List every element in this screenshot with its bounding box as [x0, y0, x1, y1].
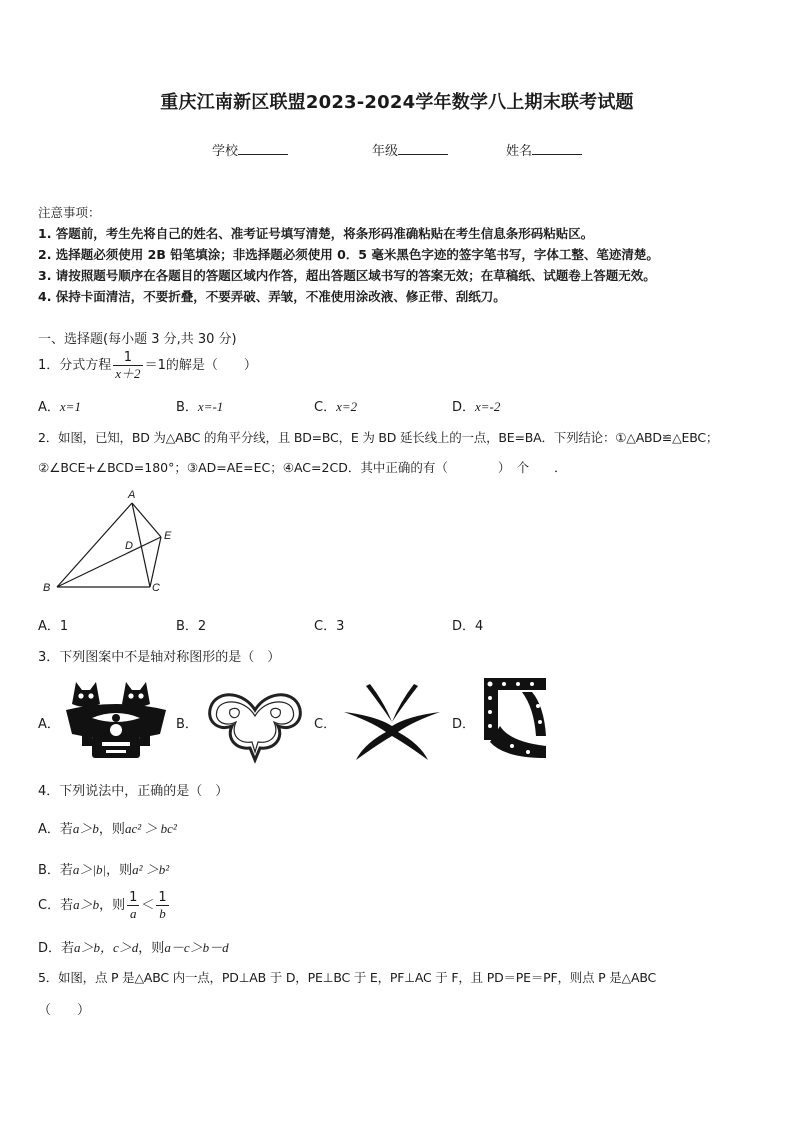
q4-d-condition: a＞b，c＞d [74, 940, 139, 955]
label-a: A [128, 489, 136, 501]
q1-option-d-label: D． [452, 400, 476, 415]
q1-option-a-label: A． [38, 400, 60, 415]
q2-option-c-value: 3 [336, 619, 345, 634]
school-blank[interactable] [238, 142, 288, 155]
q2-option-d-label: D． [452, 619, 476, 634]
q4-c-then: ，则 [99, 898, 126, 913]
q1-option-b[interactable] [176, 396, 223, 415]
q2-option-c-label: C． [314, 619, 337, 634]
q4-b-condition: a＞|b| [72, 862, 107, 877]
cat-totem-pattern-image [62, 674, 170, 760]
name-label: 姓名 [506, 144, 533, 159]
q4-b-label: B．若 [38, 863, 73, 878]
grade-blank[interactable] [398, 142, 448, 155]
q2-option-b-value: 2 [197, 619, 207, 634]
label-c: C [152, 582, 160, 594]
q3-text: 3．下列图案中不是轴对称图形的是（ ） [38, 650, 281, 665]
q1-option-c[interactable] [314, 396, 357, 415]
q1-suffix: ＝1的解是（ ） [144, 358, 257, 373]
q5-line-1: 5．如图，点 P 是△ABC 内一点，PD⊥AB 于 D，PE⊥BC 于 E，PF⊥AC 于 F，且 PD＝PE＝PF，则点 P 是△ABC [38, 970, 657, 985]
segment-be [57, 537, 161, 587]
q1-option-d-value: x=-2 [475, 399, 501, 414]
q4-c-numerator-2: 1 [158, 890, 167, 905]
question-1 [38, 350, 257, 381]
q1-option-b-value: x=-1 [197, 399, 224, 414]
q4-c-operator: ＜ [141, 898, 155, 913]
segment-ec [150, 537, 161, 587]
q1-option-c-label: C． [314, 400, 337, 415]
segment-ac [132, 503, 150, 587]
segment-ae [132, 503, 161, 537]
q4-a-label: A．若 [38, 822, 73, 837]
q5-line-2: （ ） [38, 1003, 91, 1018]
q4-c-fraction-2 [156, 890, 168, 921]
label-b: B [43, 582, 51, 594]
q2-option-a[interactable] [38, 615, 68, 634]
q4-d-then: ，则 [138, 941, 165, 956]
school-label: 学校 [212, 144, 239, 159]
q4-a-condition: a＞b [72, 821, 99, 836]
notice-item-1: 1. 答题前，考生先将自己的姓名、准考证号填写清楚，将条形码准确粘贴在考生信息条形码粘贴区。 [38, 226, 594, 241]
q4-d-label: D．若 [38, 941, 75, 956]
page-title: 重庆江南新区联盟2023-2024学年数学八上期末联考试题 [160, 92, 634, 113]
notice-item-2: 2. 选择题必须使用 2B 铅笔填涂；非选择题必须使用 0．5 毫米黑色字迹的签字笔书写，字体工整、笔迹清楚。 [38, 247, 659, 262]
grade-label: 年级 [372, 144, 399, 159]
q1-fraction [113, 350, 142, 381]
q1-option-d[interactable] [452, 396, 500, 415]
q4-option-d[interactable] [38, 937, 229, 956]
q2-option-b-label: B． [176, 619, 198, 634]
q2-line-2: ②∠BCE+∠BCD=180°；③AD=AE=EC；④AC=2CD．其中正确的有（ ） 个 ． [38, 460, 567, 475]
q2-triangle-figure [38, 487, 188, 597]
q2-option-c[interactable] [314, 615, 344, 634]
q4-c-condition: a＞b [73, 897, 100, 912]
label-d: D [125, 540, 133, 552]
cloud-pattern-image [200, 680, 310, 766]
q1-option-b-label: B． [176, 400, 198, 415]
q3-option-a-label[interactable]: A． [38, 717, 60, 732]
q1-numerator: 1 [113, 350, 142, 366]
q2-line-1: 2．如图，已知，BD 为△ABC 的角平分线，且 BD=BC，E 为 BD 延长线上的一点，BE=BA．下列结论：①△ABD≌△EBC； [38, 430, 719, 445]
crossed-blades-pattern-image [336, 682, 448, 762]
label-e: E [164, 530, 172, 542]
q4-c-fraction-1 [127, 890, 139, 921]
q3-option-c-label[interactable]: C． [314, 717, 337, 732]
grade-field[interactable] [372, 140, 448, 159]
notice-item-4: 4. 保持卡面清洁，不要折叠，不要弄破、弄皱，不准使用涂改液、修正带、刮纸刀。 [38, 289, 506, 304]
q1-option-a-value: x=1 [59, 399, 81, 414]
q1-option-a[interactable] [38, 396, 81, 415]
notice-header: 注意事项： [38, 205, 101, 220]
q4-option-b[interactable] [38, 859, 169, 878]
q4-d-expression: a－c＞b－d [164, 940, 229, 955]
q1-denominator: x＋2 [115, 366, 141, 381]
notice-item-3: 3. 请按照题号顺序在各题目的答题区域内作答，超出答题区域书写的答案无效；在草稿纸、试题卷上答题无效。 [38, 268, 656, 283]
q2-option-d[interactable] [452, 615, 483, 634]
q4-c-label: C．若 [38, 898, 74, 913]
name-blank[interactable] [532, 142, 582, 155]
section-title: 一、选择题(每小题 3 分,共 30 分) [38, 332, 237, 347]
q4-c-numerator-1: 1 [129, 890, 138, 905]
q4-a-expression: ac² ＞ bc² [124, 821, 177, 836]
q4-option-a[interactable] [38, 818, 177, 837]
name-field[interactable] [506, 140, 582, 159]
q2-option-a-label: A． [38, 619, 60, 634]
q3-option-b-label[interactable]: B． [176, 717, 198, 732]
q4-b-expression: a² ＞b² [132, 862, 170, 877]
q4-c-denominator-2: b [159, 906, 166, 921]
q2-option-a-value: 1 [59, 619, 69, 634]
q1-prefix: 1．分式方程 [38, 358, 112, 373]
q4-option-c[interactable] [38, 890, 171, 921]
q1-option-c-value: x=2 [336, 399, 358, 414]
q4-text: 4．下列说法中，正确的是（ ） [38, 784, 229, 799]
q2-option-b[interactable] [176, 615, 206, 634]
segment-ba [57, 503, 132, 587]
q4-b-then: ，则 [106, 863, 133, 878]
q2-option-d-value: 4 [475, 619, 484, 634]
q4-a-then: ，则 [98, 822, 125, 837]
corner-ornament-pattern-image [482, 676, 548, 760]
q4-c-denominator-1: a [130, 906, 137, 921]
q3-option-d-label[interactable]: D． [452, 717, 476, 732]
school-field[interactable] [212, 140, 288, 159]
